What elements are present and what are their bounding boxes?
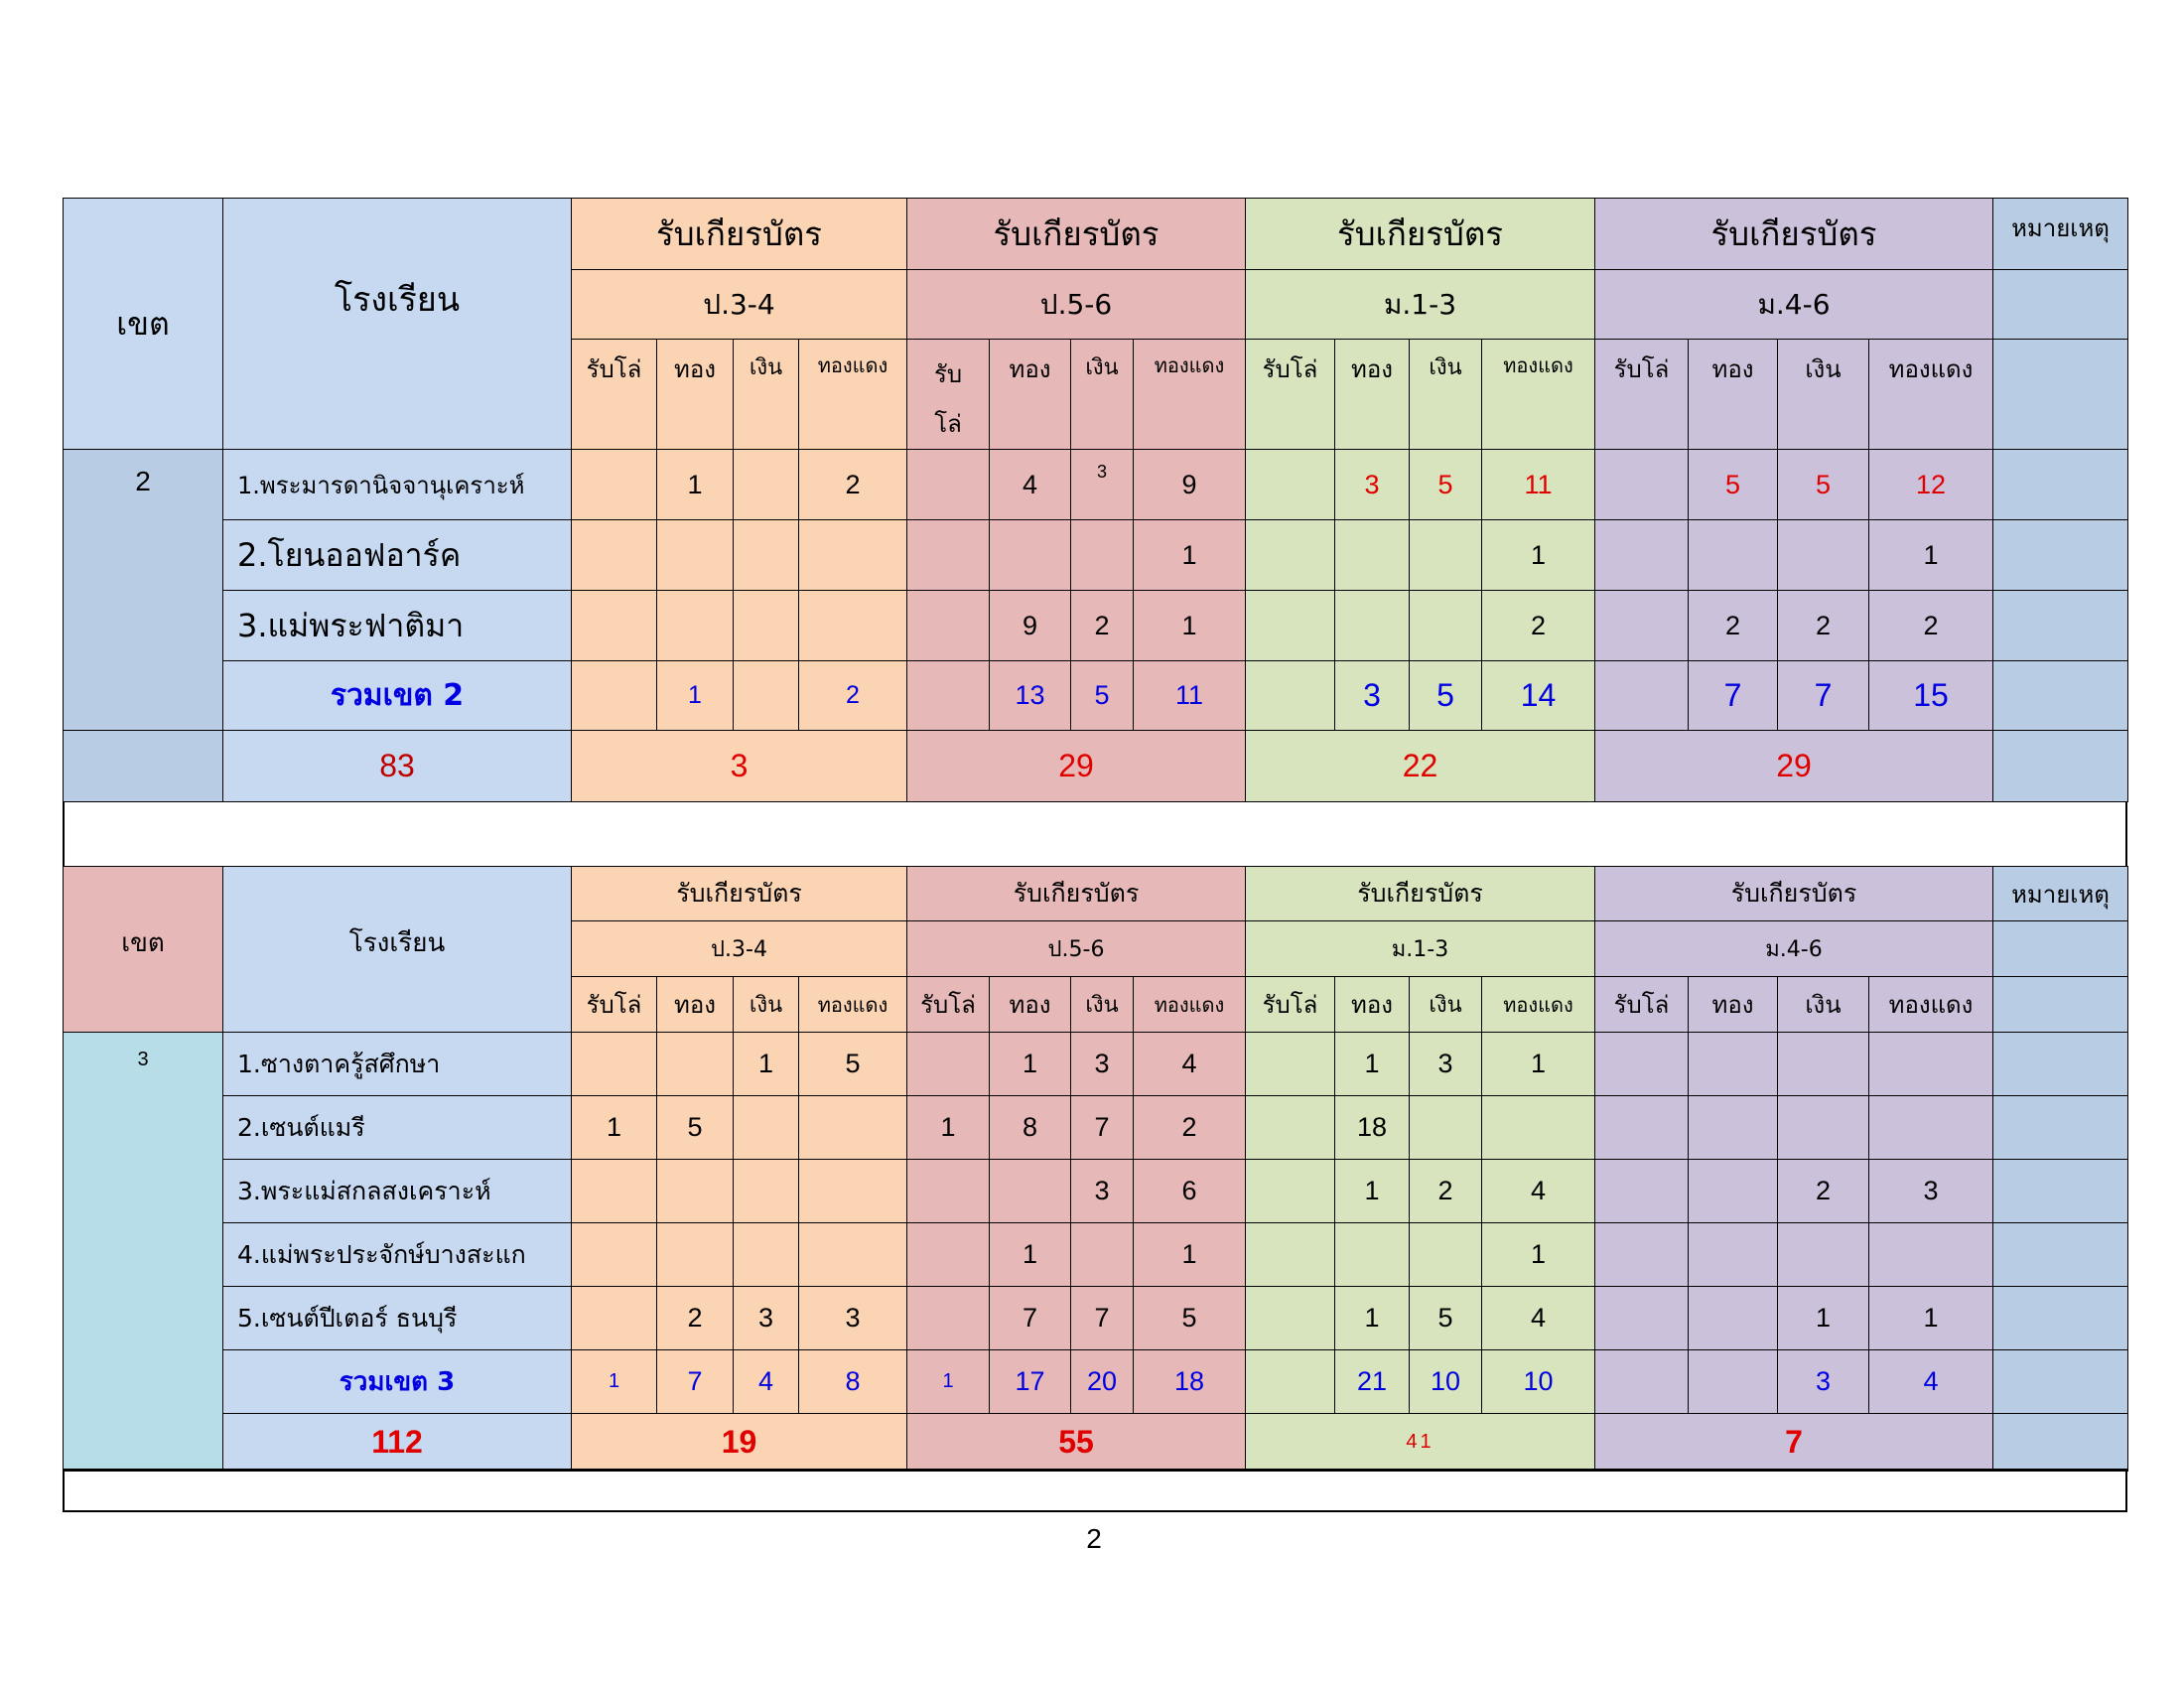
value-cell: 1 [1335, 1033, 1410, 1096]
value-cell: 3 [799, 1287, 907, 1350]
value-cell [1595, 1223, 1689, 1287]
level-m13: ม.1-3 [1246, 270, 1595, 340]
sum-cell [734, 661, 799, 731]
value-cell [1335, 1223, 1410, 1287]
value-cell: 8 [990, 1096, 1071, 1160]
value-cell [734, 1096, 799, 1160]
value-cell: 4 [1482, 1287, 1595, 1350]
remarks-cell [1993, 977, 2128, 1033]
value-cell: 1 [990, 1223, 1071, 1287]
remarks-cell [1993, 921, 2128, 977]
sum-cell: 17 [990, 1350, 1071, 1414]
value-cell [799, 1096, 907, 1160]
total-p56: 55 [907, 1414, 1246, 1472]
value-cell: 4 [1482, 1160, 1595, 1223]
sum-cell: 18 [1134, 1350, 1246, 1414]
value-cell [1595, 1160, 1689, 1223]
table-row [64, 1096, 2128, 1160]
value-cell [799, 591, 907, 661]
value-cell [907, 520, 990, 591]
sum-cell: 1 [572, 1350, 657, 1414]
sum-cell: 5 [1410, 661, 1482, 731]
sub-silver: เงิน [1071, 340, 1134, 450]
page-number: 2 [1086, 1523, 1102, 1554]
sum-cell [1246, 1350, 1335, 1414]
value-cell: 6 [1134, 1160, 1246, 1223]
value-cell [1246, 1033, 1335, 1096]
award-header-m13: รับเกียรบัตร [1246, 199, 1595, 270]
value-cell [907, 1160, 990, 1223]
sub-shield: รับโล่ [1246, 340, 1335, 450]
value-cell [1869, 1096, 1993, 1160]
value-cell: 3 [1410, 1033, 1482, 1096]
award-header-p56: รับเกียรบัตร [907, 199, 1246, 270]
value-cell [1595, 1033, 1689, 1096]
value-cell [907, 450, 990, 520]
value-cell [657, 1223, 734, 1287]
results-table-khet-2 [63, 198, 2128, 802]
table-row [64, 1033, 2128, 1096]
value-cell: 5 [1410, 450, 1482, 520]
remarks-cell [1993, 450, 2128, 520]
remarks-header: หมายเหตุ [1993, 867, 2128, 921]
value-cell: 2 [1778, 591, 1869, 661]
value-cell: 2 [657, 1287, 734, 1350]
remarks-cell [1993, 1350, 2128, 1414]
sum-cell: 10 [1482, 1350, 1595, 1414]
value-cell: 1 [990, 1033, 1071, 1096]
sub-shield: รับโล่ [572, 977, 657, 1033]
sub-shield: รับโล่ [1595, 340, 1689, 450]
value-cell [799, 1160, 907, 1223]
sum-cell [907, 661, 990, 731]
sub-bronze: ทองแดง [1869, 977, 1993, 1033]
value-cell: 3 [734, 1287, 799, 1350]
value-cell [572, 450, 657, 520]
value-cell [1689, 1223, 1778, 1287]
value-cell: 11 [1482, 450, 1595, 520]
value-cell [1869, 1033, 1993, 1096]
sub-shield-line1: รับ [933, 360, 963, 388]
value-cell [657, 520, 734, 591]
value-cell: 5 [799, 1033, 907, 1096]
value-cell [1689, 1033, 1778, 1096]
sum-cell: 3 [1335, 661, 1410, 731]
value-cell [1689, 1160, 1778, 1223]
value-cell [1595, 591, 1689, 661]
sub-silver: เงิน [734, 340, 799, 450]
results-table-khet-3 [63, 866, 2128, 1472]
sum-cell: 14 [1482, 661, 1595, 731]
value-cell: 12 [1869, 450, 1993, 520]
value-cell [1482, 1096, 1595, 1160]
remarks-header: หมายเหตุ [1993, 199, 2128, 270]
value-cell [734, 1160, 799, 1223]
value-cell: 18 [1335, 1096, 1410, 1160]
value-cell [907, 1223, 990, 1287]
sub-silver: เงิน [1410, 340, 1482, 450]
sum-cell [1595, 1350, 1689, 1414]
remarks-cell [1993, 731, 2128, 802]
sum-cell: 10 [1410, 1350, 1482, 1414]
remarks-cell [1993, 270, 2128, 340]
remarks-cell [1993, 1223, 2128, 1287]
remarks-cell [1993, 1096, 2128, 1160]
sum-row [64, 661, 2128, 731]
value-cell [1410, 520, 1482, 591]
sub-bronze: ทองแดง [1869, 340, 1993, 450]
value-cell: 7 [1071, 1287, 1134, 1350]
school-name: 2.โยนออฟอาร์ค [223, 520, 572, 591]
sub-gold: ทอง [657, 340, 734, 450]
sub-shield: รับโล่ [1595, 977, 1689, 1033]
value-cell: 3 [1869, 1160, 1993, 1223]
sum-label: รวมเขต 2 [223, 661, 572, 731]
value-cell [1689, 1096, 1778, 1160]
value-cell [734, 591, 799, 661]
value-cell: 7 [990, 1287, 1071, 1350]
value-cell: 9 [990, 591, 1071, 661]
sum-cell: 2 [799, 661, 907, 731]
sum-cell: 7 [657, 1350, 734, 1414]
value-cell [1246, 520, 1335, 591]
table-row [64, 591, 2128, 661]
value-cell [657, 1160, 734, 1223]
value-cell [1595, 450, 1689, 520]
value-cell: 1 [657, 450, 734, 520]
school-name: 1.ซางตาครู้สศึกษา [223, 1033, 572, 1096]
value-cell: 2 [1778, 1160, 1869, 1223]
value-cell: 1 [1778, 1287, 1869, 1350]
sub-shield-line2: โล่ [934, 410, 962, 438]
value-cell [734, 450, 799, 520]
school-name: 3.แม่พระฟาติมา [223, 591, 572, 661]
value-cell [1869, 1223, 1993, 1287]
award-header-p56: รับเกียรบัตร [907, 867, 1246, 921]
value-cell: 1 [1482, 1033, 1595, 1096]
sum-cell [572, 661, 657, 731]
award-header-p34: รับเกียรบัตร [572, 867, 907, 921]
value-cell: 1 [1335, 1160, 1410, 1223]
value-cell [657, 591, 734, 661]
value-cell: 7 [1071, 1096, 1134, 1160]
value-cell [1595, 520, 1689, 591]
value-cell [907, 1287, 990, 1350]
sum-label: รวมเขต 3 [223, 1350, 572, 1414]
value-cell: 2 [1410, 1160, 1482, 1223]
total-all: 112 [223, 1414, 572, 1472]
award-header-m46: รับเกียรบัตร [1595, 199, 1993, 270]
remarks-cell [1993, 1033, 2128, 1096]
remarks-cell [1993, 520, 2128, 591]
sum-row [64, 1350, 2128, 1414]
value-cell [1689, 520, 1778, 591]
value-cell: 1 [734, 1033, 799, 1096]
sub-gold: ทอง [1335, 977, 1410, 1033]
level-m13: ม.1-3 [1246, 921, 1595, 977]
remarks-cell [1993, 1414, 2128, 1472]
sub-gold: ทอง [1335, 340, 1410, 450]
value-cell: 1 [1134, 520, 1246, 591]
value-cell [799, 520, 907, 591]
table-row [64, 450, 2128, 520]
level-p56: ป.5-6 [907, 270, 1246, 340]
remarks-cell [1993, 1160, 2128, 1223]
value-cell [1778, 1033, 1869, 1096]
sub-shield: รับโล่ [907, 977, 990, 1033]
value-cell [1071, 1223, 1134, 1287]
value-cell [1246, 450, 1335, 520]
total-p56: 29 [907, 731, 1246, 802]
sum-cell [1689, 1350, 1778, 1414]
value-cell [1689, 1287, 1778, 1350]
sum-cell: 11 [1134, 661, 1246, 731]
sub-gold: ทอง [657, 977, 734, 1033]
value-cell: 5 [1778, 450, 1869, 520]
school-name: 3.พระแม่สกลสงเคราะห์ [223, 1160, 572, 1223]
sub-bronze: ทองแดง [1134, 340, 1246, 450]
value-cell: 2 [1134, 1096, 1246, 1160]
total-m46: 7 [1595, 1414, 1993, 1472]
total-row [64, 1414, 2128, 1472]
value-cell [1410, 591, 1482, 661]
sub-shield: รับโล่ [1246, 977, 1335, 1033]
value-cell: 5 [657, 1096, 734, 1160]
sum-cell: 1 [657, 661, 734, 731]
remarks-cell [1993, 661, 2128, 731]
value-cell: 4 [990, 450, 1071, 520]
value-cell: 5 [1134, 1287, 1246, 1350]
sub-bronze: ทองแดง [799, 340, 907, 450]
remarks-cell [1993, 340, 2128, 450]
value-cell: 2 [799, 450, 907, 520]
value-cell: 1 [1482, 1223, 1595, 1287]
sum-cell: 8 [799, 1350, 907, 1414]
value-cell: 1 [1134, 1223, 1246, 1287]
value-cell: 5 [1689, 450, 1778, 520]
total-row [64, 731, 2128, 802]
level-m46: ม.4-6 [1595, 270, 1993, 340]
total-p34: 3 [572, 731, 907, 802]
table-row [64, 1223, 2128, 1287]
sub-silver: เงิน [1778, 340, 1869, 450]
school-header: โรงเรียน [223, 867, 572, 1033]
khet-header: เขต [64, 867, 223, 1033]
sub-gold: ทอง [990, 977, 1071, 1033]
sub-shield [907, 340, 990, 450]
value-cell: 3 [1335, 450, 1410, 520]
khet-value: 3 [64, 1033, 223, 1472]
sum-cell: 7 [1689, 661, 1778, 731]
sub-silver: เงิน [1778, 977, 1869, 1033]
value-cell: 2 [1071, 591, 1134, 661]
value-cell [734, 1223, 799, 1287]
value-cell: 1 [1134, 591, 1246, 661]
value-cell: 1 [1335, 1287, 1410, 1350]
table-row [64, 1287, 2128, 1350]
remarks-cell [1993, 591, 2128, 661]
sub-bronze: ทองแดง [1482, 340, 1595, 450]
total-m13: 22 [1246, 731, 1595, 802]
value-cell: 2 [1869, 591, 1993, 661]
school-header: โรงเรียน [223, 199, 572, 450]
value-cell [572, 1033, 657, 1096]
sub-gold: ทอง [1689, 340, 1778, 450]
value-cell [990, 520, 1071, 591]
table-row [64, 1160, 2128, 1223]
award-header-m46: รับเกียรบัตร [1595, 867, 1993, 921]
value-cell [1246, 1096, 1335, 1160]
award-header-m13: รับเกียรบัตร [1246, 867, 1595, 921]
value-cell: 1 [1482, 520, 1595, 591]
sum-cell: 13 [990, 661, 1071, 731]
value-cell [799, 1223, 907, 1287]
value-cell [1778, 1223, 1869, 1287]
value-cell [572, 1287, 657, 1350]
khet-value: 2 [64, 450, 223, 731]
value-cell [572, 520, 657, 591]
value-cell [1410, 1223, 1482, 1287]
value-cell: 1 [1869, 1287, 1993, 1350]
value-cell [1778, 1096, 1869, 1160]
value-cell [572, 591, 657, 661]
level-m46: ม.4-6 [1595, 921, 1993, 977]
sum-cell: 3 [1778, 1350, 1869, 1414]
sum-cell [1595, 661, 1689, 731]
sub-shield: รับโล่ [572, 340, 657, 450]
sub-silver: เงิน [1410, 977, 1482, 1033]
sum-cell: 4 [734, 1350, 799, 1414]
sum-cell: 7 [1778, 661, 1869, 731]
sum-cell: 21 [1335, 1350, 1410, 1414]
sub-bronze: ทองแดง [799, 977, 907, 1033]
school-name: 1.พระมารดานิจจานุเคราะห์ [223, 450, 572, 520]
value-cell [734, 520, 799, 591]
award-header-p34: รับเกียรบัตร [572, 199, 907, 270]
table-row [64, 520, 2128, 591]
value-cell [1595, 1287, 1689, 1350]
sum-cell: 5 [1071, 661, 1134, 731]
value-cell: 2 [1482, 591, 1595, 661]
value-cell: 1 [572, 1096, 657, 1160]
value-cell [1778, 520, 1869, 591]
level-p56: ป.5-6 [907, 921, 1246, 977]
sub-bronze: ทองแดง [1134, 977, 1246, 1033]
sum-cell: 15 [1869, 661, 1993, 731]
value-cell: 3 [1071, 1160, 1134, 1223]
sum-cell: 1 [907, 1350, 990, 1414]
value-cell: 3 [1071, 1033, 1134, 1096]
school-name: 4.แม่พระประจักษ์บางสะแก [223, 1223, 572, 1287]
sub-gold: ทอง [990, 340, 1071, 450]
sum-cell [1246, 661, 1335, 731]
value-cell [1246, 591, 1335, 661]
value-cell [1071, 520, 1134, 591]
school-name: 2.เซนต์แมรี [223, 1096, 572, 1160]
value-cell: 9 [1134, 450, 1246, 520]
value-cell: 5 [1410, 1287, 1482, 1350]
value-cell [1246, 1287, 1335, 1350]
value-cell [572, 1223, 657, 1287]
value-cell [657, 1033, 734, 1096]
value-cell [990, 1160, 1071, 1223]
total-m46: 29 [1595, 731, 1993, 802]
sub-gold: ทอง [1689, 977, 1778, 1033]
value-cell: 3 [1071, 450, 1134, 520]
value-cell: 1 [1869, 520, 1993, 591]
sub-silver: เงิน [1071, 977, 1134, 1033]
value-cell [1335, 520, 1410, 591]
level-p34: ป.3-4 [572, 921, 907, 977]
value-cell: 2 [1689, 591, 1778, 661]
khet-header: เขต [64, 199, 223, 450]
sub-silver: เงิน [734, 977, 799, 1033]
bottom-divider [63, 1469, 2127, 1471]
sub-bronze: ทองแดง [1482, 977, 1595, 1033]
value-cell [907, 591, 990, 661]
value-cell [1595, 1096, 1689, 1160]
sum-cell: 20 [1071, 1350, 1134, 1414]
value-cell [907, 1033, 990, 1096]
total-all: 83 [223, 731, 572, 802]
value-cell [1246, 1223, 1335, 1287]
value-cell [1335, 591, 1410, 661]
value-cell: 1 [907, 1096, 990, 1160]
sum-cell: 4 [1869, 1350, 1993, 1414]
value-cell: 4 [1134, 1033, 1246, 1096]
total-khet-cell [64, 731, 223, 802]
school-name: 5.เซนต์ปีเตอร์ ธนบุรี [223, 1287, 572, 1350]
remarks-cell [1993, 1287, 2128, 1350]
total-m13: 41 [1246, 1414, 1595, 1472]
value-cell [1246, 1160, 1335, 1223]
total-p34: 19 [572, 1414, 907, 1472]
value-cell [1410, 1096, 1482, 1160]
level-p34: ป.3-4 [572, 270, 907, 340]
value-cell [572, 1160, 657, 1223]
